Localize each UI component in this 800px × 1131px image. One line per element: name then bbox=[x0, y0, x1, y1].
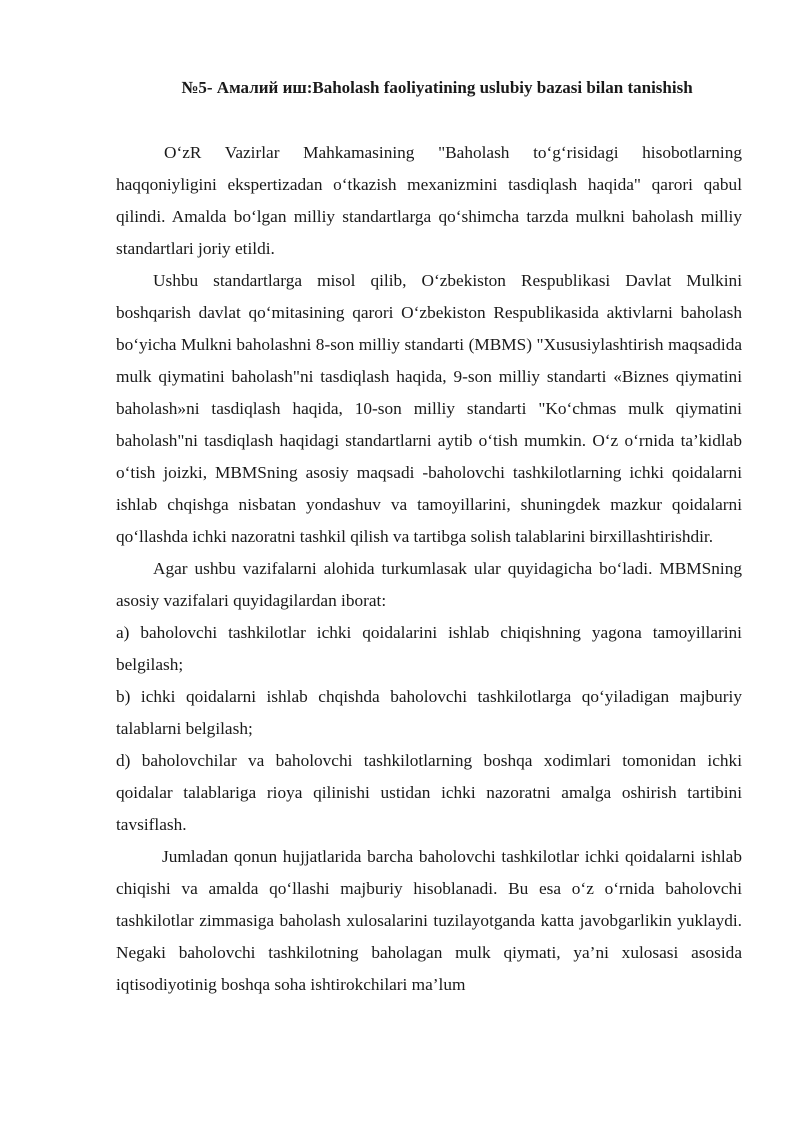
document-title: №5- Амалий иш:Baholash faoliyatining uslubiy bazasi bilan tanishish bbox=[181, 78, 693, 97]
document-page bbox=[116, 72, 742, 1001]
list-item-a: a) baholovchi tashkilotlar ichki qoidalarini ishlab chiqishning yagona tamoyillarini belgilash; bbox=[116, 623, 742, 674]
paragraph-3: Agar ushbu vazifalarni alohida turkumlasak ular quyidagicha bo‘ladi. MBMSning asosiy vazifalari quyidagilardan iborat: bbox=[116, 559, 742, 610]
list-item-b: b) ichki qoidalarni ishlab chqishda baholovchi tashkilotlarga qo‘yiladigan majburiy talablarni belgilash; bbox=[116, 687, 742, 738]
paragraph-2: Ushbu standartlarga misol qilib, O‘zbekiston Respublikasi Davlat Mulkini boshqarish davlat qo‘mitasining qarori O‘zbekiston Respublikasida aktivlarni baholash bo‘yicha Mulkni baholashni 8-son milliy standarti (MBMS) "Xususiylashtirish maqsadida mulk qiymatini baholash"ni tasdiqlash haqida, 9-son milliy standarti «Biznes qiymatini baholash»ni tasdiqlash haqida, 10-son milliy standarti "Ko‘chmas mulk qiymatini baholash"ni tasdiqlash haqidagi standartlarni aytib o‘tish mumkin. O‘z o‘rnida ta’kidlab o‘tish joizki, MBMSning asosiy maqsadi -baholovchi tashkilotlarning ichki qoidalarni ishlab chqishga nisbatan yondashuv va tamoyillarini, shuningdek mazkur qoidalarni qo‘llashda ichki nazoratni tashkil qilish va tartibga solish talablarini birxillashtirishdir. bbox=[116, 271, 742, 546]
paragraph-4: Jumladan qonun hujjatlarida barcha baholovchi tashkilotlar ichki qoidalarni ishlab chiqishi va amalda qo‘llashi majburiy hisoblanadi. Bu esa o‘z o‘rnida baholovchi tashkilotlar zimmasiga baholash xulosalarini tuzilayotganda katta javobgarlikin yuklaydi. Negaki baholovchi tashkilotning baholagan mulk qiymati, ya’ni xulosasi asosida iqtisodiyotinig boshqa soha ishtirokchilari ma’lum bbox=[116, 847, 742, 994]
list-item-d: d) baholovchilar va baholovchi tashkilotlarning boshqa xodimlari tomonidan ichki qoidalar talablariga rioya qilinishi ustidan ichki nazoratni amalga oshirish tartibini tavsiflash. bbox=[116, 751, 742, 834]
paragraph-1: O‘zR Vazirlar Mahkamasining "Baholash to‘g‘risidagi hisobotlarning haqqoniyligini ekspertizadan o‘tkazish mexanizmini tasdiqlash haqida" qarori qabul qilindi. Amalda bo‘lgan milliy standartlarga qo‘shimcha tarzda mulkni baholash milliy standartlari joriy etildi. bbox=[116, 143, 742, 258]
